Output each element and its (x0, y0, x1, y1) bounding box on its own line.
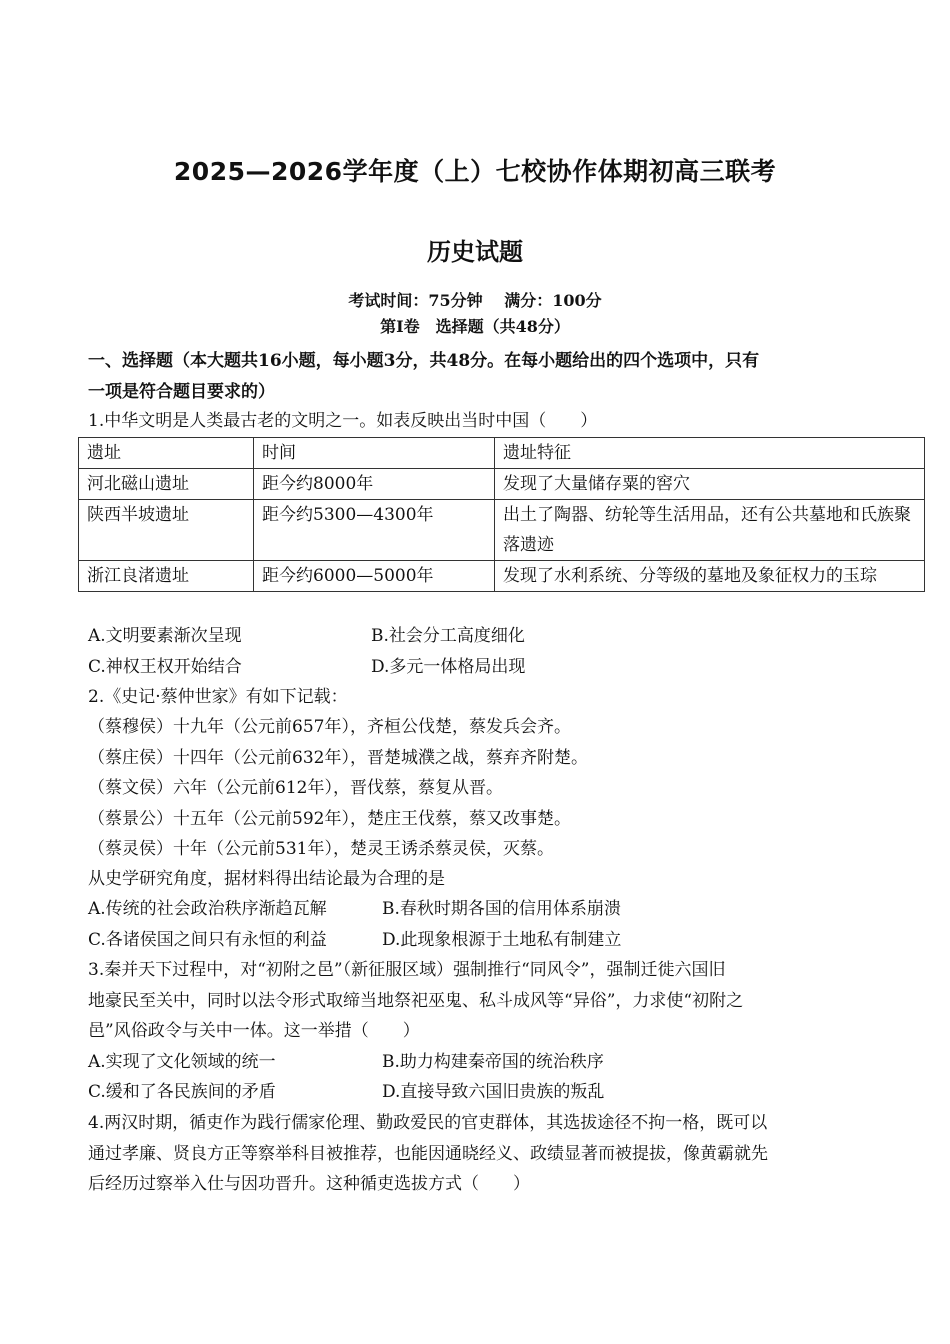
table-cell: 距今约6000—5000年 (254, 561, 495, 592)
exam-title: 2025—2026学年度（上）七校协作体期初高三联考 (173, 157, 777, 186)
question-1-option-c: C.神权王权开始结合 (88, 657, 242, 677)
question-3-stem-line: 邑”风俗政令与关中一体。这一举措（ ） (88, 1021, 420, 1041)
question-1-option-b: B.社会分工高度细化 (371, 626, 525, 646)
section-heading-line: 一、选择题（本大题共16小题，每小题3分，共48分。在每小题给出的四个选项中，只有 (88, 351, 760, 371)
question-1-option-d: D.多元一体格局出现 (371, 657, 526, 677)
table-header-cell: 时间 (254, 438, 495, 469)
subject-title: 历史试题 (427, 238, 523, 266)
table-row (79, 500, 925, 561)
question-4-stem-line: 4.两汉时期，循吏作为践行儒家伦理、勤政爱民的官吏群体，其选拔途径不拘一格，既可以 (88, 1113, 768, 1133)
table-header-row (79, 438, 925, 469)
question-2-record: （蔡穆侯）十九年（公元前657年），齐桓公伐楚，蔡发兵会齐。 (88, 717, 571, 737)
table-row (79, 561, 925, 592)
question-3-stem-line: 地豪民至关中，同时以法令形式取缔当地祭祀巫鬼、私斗成风等“异俗”，力求使“初附之 (88, 991, 744, 1011)
question-2-option-c: C.各诸侯国之间只有永恒的利益 (88, 930, 327, 950)
question-3-option-a: A.实现了文化领域的统一 (88, 1052, 276, 1072)
question-4-stem-line: 通过孝廉、贤良方正等察举科目被推荐，也能因通晓经义、政绩显著而被提拔，像黄霸就先 (88, 1144, 768, 1164)
table-cell: 浙江良渚遗址 (79, 561, 254, 592)
full-score: 满分：100分 (504, 291, 602, 310)
question-2-record: （蔡灵侯）十年（公元前531年），楚灵王诱杀蔡灵侯，灭蔡。 (88, 839, 554, 859)
question-4-stem-line: 后经历过察举入仕与因功晋升。这种循吏选拔方式（ ） (88, 1174, 530, 1194)
question-2-option-a: A.传统的社会政治秩序渐趋瓦解 (88, 899, 327, 919)
question-2-record: （蔡庄侯）十四年（公元前632年），晋楚城濮之战，蔡弃齐附楚。 (88, 748, 588, 768)
sites-table (78, 437, 925, 592)
table-cell: 发现了大量储存粟的窖穴 (495, 469, 925, 500)
table-cell: 发现了水利系统、分等级的墓地及象征权力的玉琮 (495, 561, 925, 592)
question-3-option-d: D.直接导致六国旧贵族的叛乱 (382, 1082, 605, 1102)
question-1-stem: 1.中华文明是人类最古老的文明之一。如表反映出当时中国（ ） (88, 411, 598, 431)
table-header-cell: 遗址 (79, 438, 254, 469)
table-cell: 河北磁山遗址 (79, 469, 254, 500)
table-cell: 距今约5300—4300年 (254, 500, 495, 561)
question-2-option-d: D.此现象根源于土地私有制建立 (382, 930, 622, 950)
question-1-option-a: A.文明要素渐次呈现 (88, 626, 242, 646)
table-cell: 距今约8000年 (254, 469, 495, 500)
question-2-stem: 2.《史记·蔡仲世家》有如下记载： (88, 687, 348, 707)
section-heading-line: 一项是符合题目要求的） (88, 382, 275, 402)
question-2-prompt: 从史学研究角度，据材料得出结论最为合理的是 (88, 869, 445, 889)
question-3-option-c: C.缓和了各民族间的矛盾 (88, 1082, 276, 1102)
table-header-cell: 遗址特征 (495, 438, 925, 469)
table-cell: 出土了陶器、纺轮等生活用品，还有公共墓地和氏族聚落遗迹 (495, 500, 925, 561)
table-cell: 陕西半坡遗址 (79, 500, 254, 561)
volume-heading: 第Ⅰ卷 选择题（共48分） (380, 317, 570, 336)
question-3-stem-line: 3.秦并天下过程中，对“初附之邑”（新征服区域）强制推行“同风令”，强制迁徙六国旧 (88, 960, 726, 980)
question-3-option-b: B.助力构建秦帝国的统治秩序 (382, 1052, 604, 1072)
section-heading (88, 346, 878, 408)
exam-time: 考试时间：75分钟 (348, 291, 483, 310)
exam-info (0, 288, 950, 311)
question-2-record: （蔡景公）十五年（公元前592年），楚庄王伐蔡，蔡又改事楚。 (88, 809, 571, 829)
question-2-record: （蔡文侯）六年（公元前612年），晋伐蔡，蔡复从晋。 (88, 778, 503, 798)
question-2-option-b: B.春秋时期各国的信用体系崩溃 (382, 899, 621, 919)
table-row (79, 469, 925, 500)
